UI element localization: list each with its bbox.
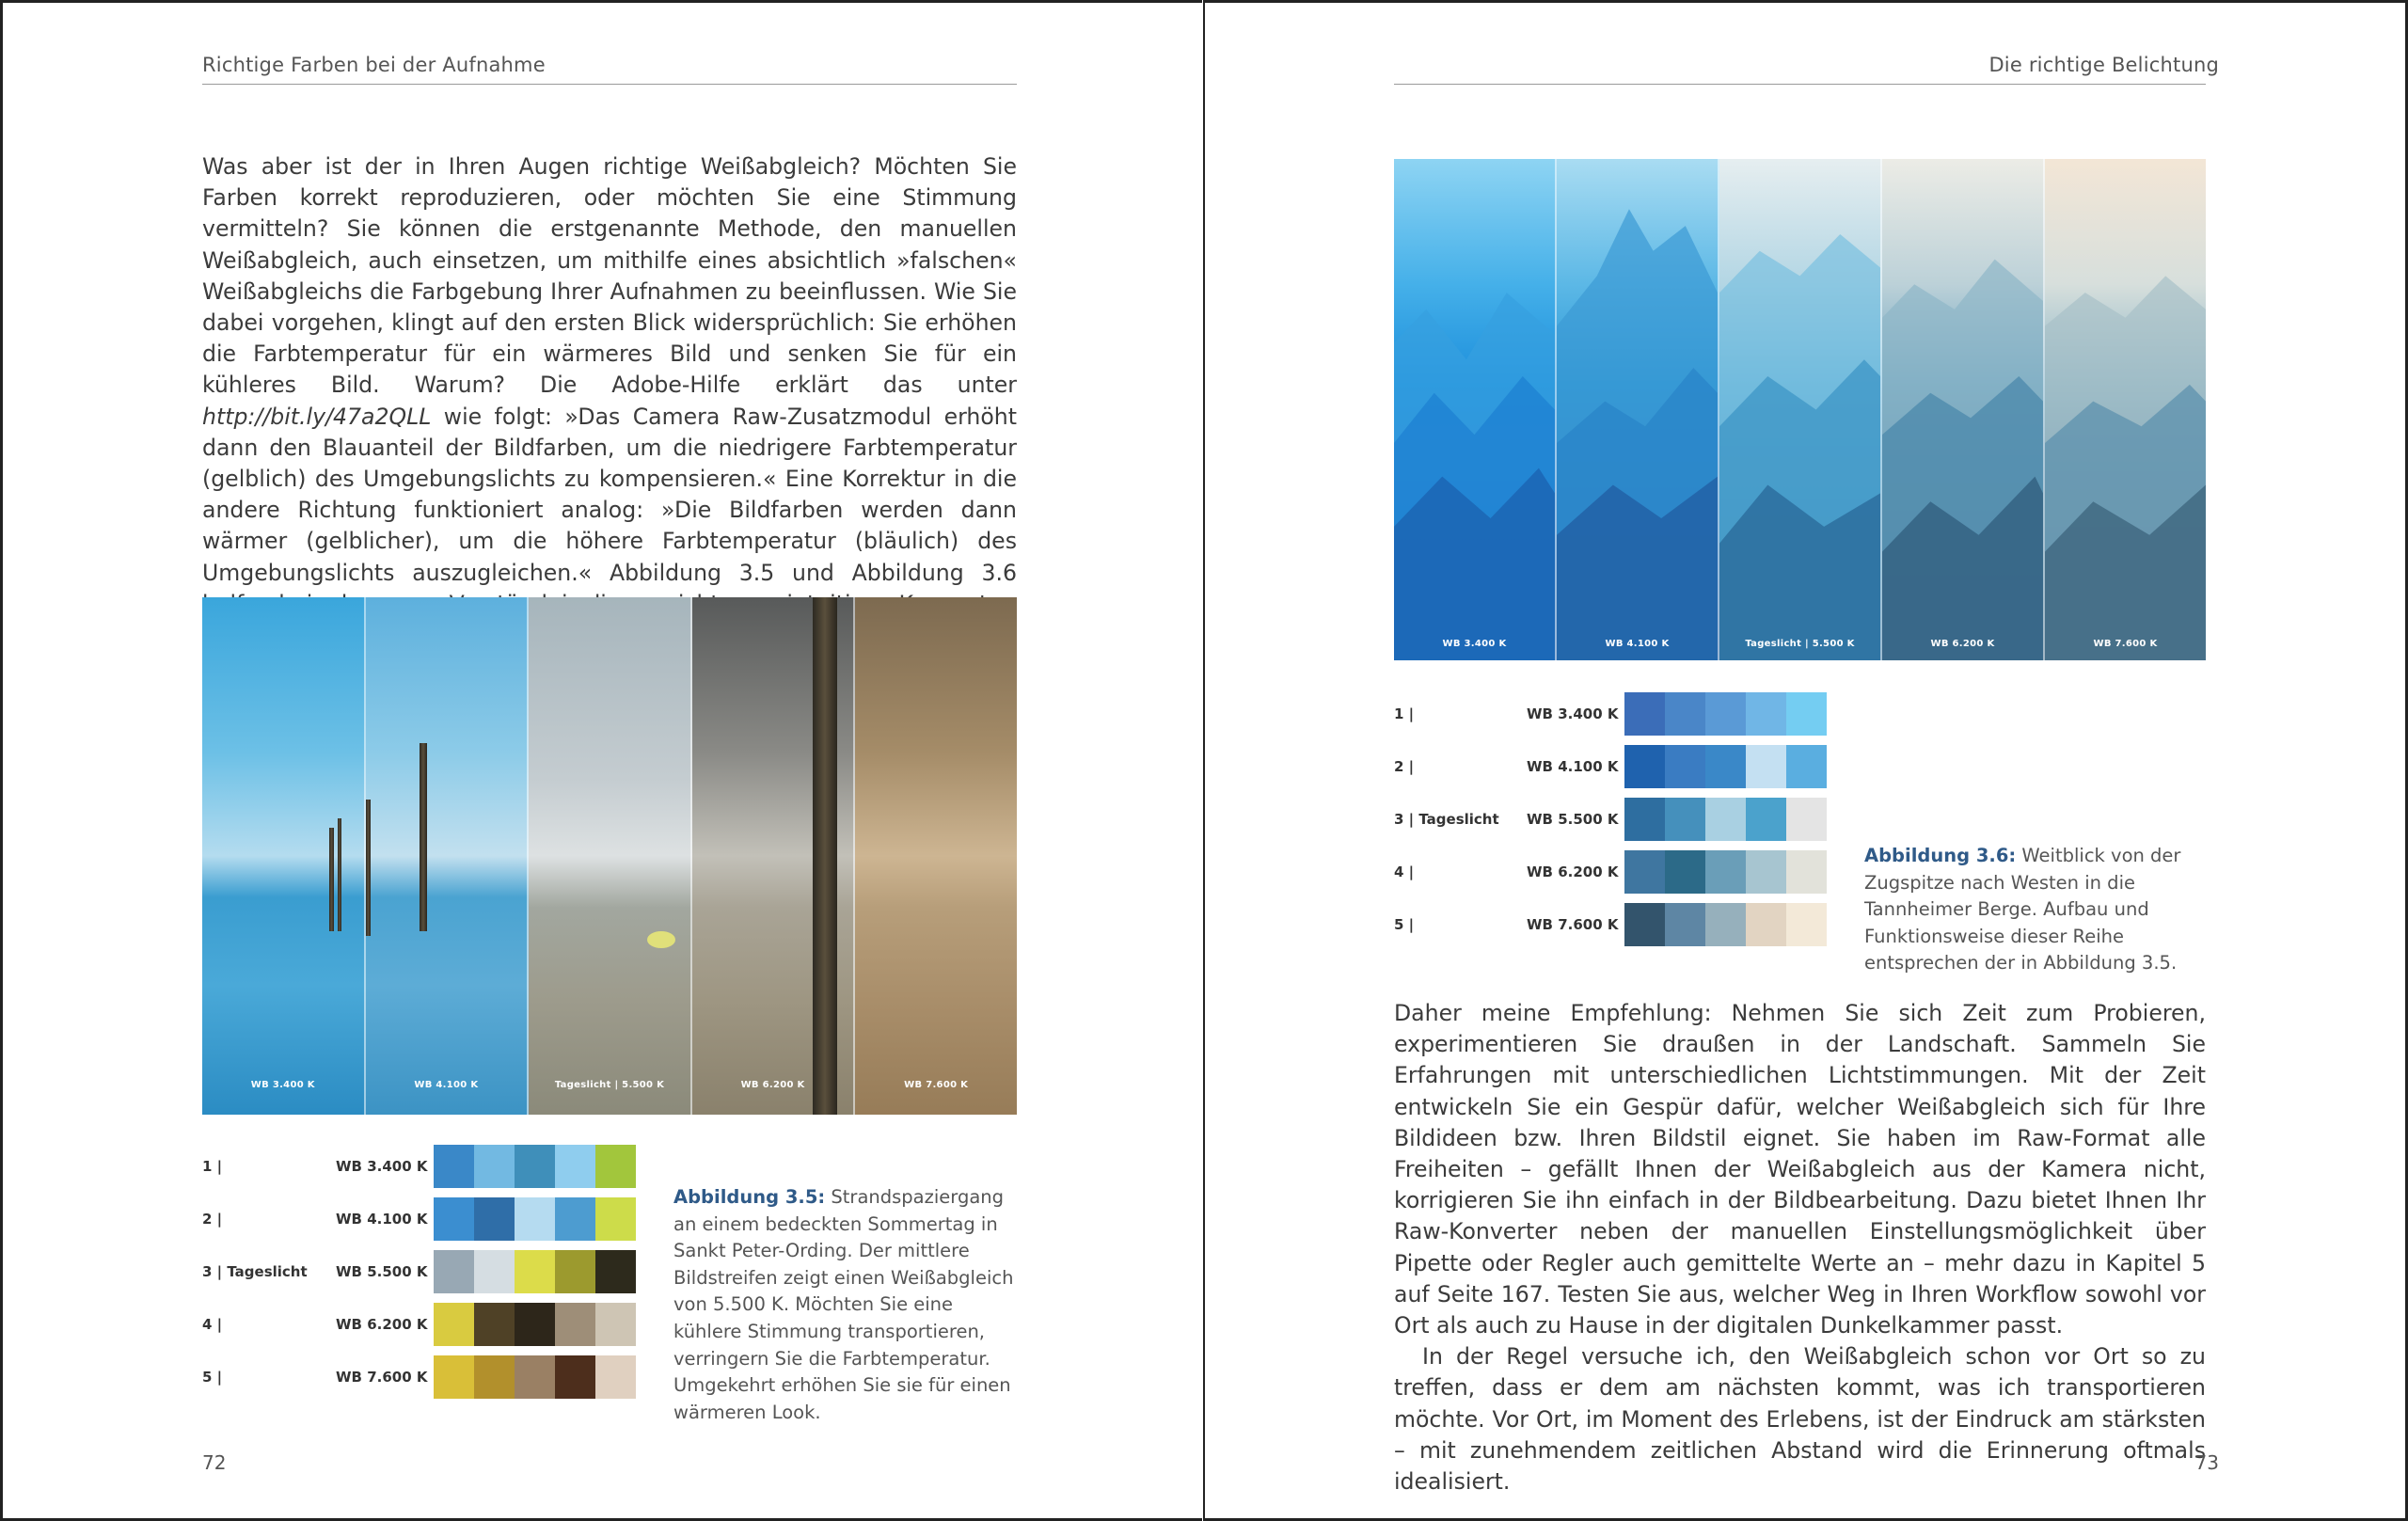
color-swatch [1705,903,1746,946]
mountain-ridges [1719,159,1880,660]
palette-row-wb: WB 5.500 K [336,1263,428,1280]
palette-row-wb: WB 3.400 K [1527,705,1619,722]
color-swatch [1705,798,1746,841]
mountain-ridges [1882,159,2043,660]
color-swatch [515,1197,555,1241]
color-swatch [1665,692,1705,736]
palette-row-wb: WB 3.400 K [336,1158,428,1175]
running-head-right: Die richtige Belichtung [1988,54,2219,76]
palette-row-wb: WB 4.100 K [336,1211,428,1228]
strip-label: WB 4.100 K [414,1080,479,1090]
header-rule-right [1394,84,2206,85]
palette-row-number: 1 | [202,1158,223,1175]
color-swatch [1786,798,1827,841]
palette-row-wb: WB 6.200 K [336,1316,428,1333]
mountain-ridges [1557,159,1718,660]
color-swatch [434,1145,474,1188]
color-swatch [1665,798,1705,841]
color-swatch [1746,850,1786,894]
strip-label: WB 3.400 K [1442,639,1507,649]
body-text-left [202,151,1017,620]
swatch-group [434,1197,636,1241]
color-swatch [1705,692,1746,736]
color-swatch [1624,850,1665,894]
mountain-ridges [2045,159,2206,660]
color-swatch [474,1355,515,1399]
color-swatch [1786,850,1827,894]
palette-3-6 [1394,692,1827,937]
strip-label: WB 3.400 K [250,1080,315,1090]
color-swatch [555,1145,595,1188]
strip-label: WB 7.600 K [904,1080,969,1090]
color-swatch [434,1250,474,1293]
swatch-group [434,1355,636,1399]
pole-graphic [813,597,837,1115]
color-swatch [555,1303,595,1346]
color-swatch [1624,903,1665,946]
image-strip [692,597,856,1115]
palette-row-wb: WB 4.100 K [1527,758,1619,775]
color-swatch [595,1303,636,1346]
color-swatch [555,1197,595,1241]
image-strip [529,597,692,1115]
pole-graphic [420,743,427,931]
color-swatch [1624,745,1665,788]
strip-label: Tageslicht | 5.500 K [554,1080,665,1090]
color-swatch [434,1303,474,1346]
palette-row-number: 2 | [1394,758,1415,775]
swatch-group [434,1250,636,1293]
image-strip [1882,159,2045,660]
paragraph-part: wie folgt: »Das Camera Raw-Zusatzmodul erhöht dann den Blauanteil der Bildfarben, um die niedrigere Farbtemperatur (gelblich) des Umgebungslichts zu kompensieren.« Eine Korrektur in die andere Richtung funktioniert analog: »Die Bildfarben werden dann wärmer (gelblicher), um die höhere Farbtemperatur (bläulich) des Umgebungslichts auszugleichen.« Abbildung 3.5 und Abbildung 3.6 [202,403,1017,586]
color-swatch [595,1355,636,1399]
color-swatch [1786,745,1827,788]
color-swatch [1665,903,1705,946]
pole-graphic [366,800,371,936]
color-swatch [474,1250,515,1293]
swatch-group [434,1145,636,1188]
palette-row-wb: WB 6.200 K [1527,863,1619,880]
image-strip [202,597,366,1115]
color-swatch [515,1145,555,1188]
swatch-group [434,1303,636,1346]
swatch-group [1624,850,1827,894]
color-swatch [1665,745,1705,788]
color-swatch [1665,850,1705,894]
palette-row-number: 3 | Tageslicht [202,1263,308,1280]
color-swatch [515,1303,555,1346]
color-swatch [595,1145,636,1188]
color-swatch [515,1250,555,1293]
palette-row-number: 4 | [1394,863,1415,880]
palette-row-number: 3 | Tageslicht [1394,811,1499,828]
image-strip [2045,159,2206,660]
url-link[interactable]: http://bit.ly/47a2QLL [202,403,432,430]
image-strip [1557,159,1719,660]
color-swatch [1746,798,1786,841]
palette-row-number: 5 | [1394,916,1415,933]
color-swatch [1746,745,1786,788]
image-strip [1719,159,1882,660]
palette-row-number: 4 | [202,1316,223,1333]
pole-graphic [338,818,341,931]
color-swatch [1624,692,1665,736]
running-head-left: Richtige Farben bei der Aufnahme [202,54,546,76]
mountain-ridges [1394,159,1555,660]
caption-text: Strandspaziergang an einem bedeckten Sommertag in Sankt Peter-Ording. Der mittlere Bildstreifen zeigt einen Weißabgleich von 5.500 K. Möchten Sie eine kühlere Stimmung transportieren, verringern Sie die Farbtemperatur. Umgekehrt erhöhen Sie sie für einen wärmeren Look. [673,1186,1014,1423]
color-swatch [474,1145,515,1188]
strip-label: WB 6.200 K [740,1080,805,1090]
image-strip [855,597,1017,1115]
swatch-group [1624,692,1827,736]
color-swatch [1746,692,1786,736]
strip-label: WB 6.200 K [1930,639,1995,649]
palette-row-number: 1 | [1394,705,1415,722]
color-swatch [434,1197,474,1241]
figure-caption-3-5 [673,1184,1017,1426]
body-text-right [1394,998,2206,1497]
palette-row-wb: WB 5.500 K [1527,811,1619,828]
image-strip [366,597,530,1115]
strip-label: Tageslicht | 5.500 K [1745,639,1855,649]
palette-row-wb: WB 7.600 K [336,1369,428,1386]
swatch-group [1624,798,1827,841]
right-page [1203,0,2408,1521]
color-swatch [515,1355,555,1399]
strip-label: WB 7.600 K [2093,639,2158,649]
color-swatch [555,1250,595,1293]
palette-row-number: 2 | [202,1211,223,1228]
figure-3-5-image [202,597,1017,1115]
color-swatch [595,1197,636,1241]
color-swatch [1746,903,1786,946]
paragraph [202,151,1017,620]
palette-row-number: 5 | [202,1369,223,1386]
paragraph: Daher meine Empfehlung: Nehmen Sie sich Zeit zum Probieren, experimentieren Sie draußen in der Landschaft. Sammeln Sie Erfahrungen mit unterschiedlichen Lichtstimmungen. Mit der Zeit entwickeln Sie ein Gespür dafür, welcher Weißabgleich sich für Ihre Bildideen bzw. Ihren Bildstil eignet. Sie haben im Raw-Format alle Freiheiten – gefällt Ihnen der Weißabgleich aus der Kamera nicht, korrigieren Sie ihn einfach in der Bildbearbeitung. Dazu bietet Ihnen Ihr Raw-Konverter neben der manuellen Einstellungsmöglichkeit über Pipette oder Regler auch gemittelte Werte an – mehr dazu in Kapitel 5 auf Seite 167. Testen Sie aus, welcher Weg in Ihren Workflow sowohl vor Ort als auch zu Hause in der digitalen Dunkelkammer passt. [1394,1000,2206,1339]
swatch-group [1624,745,1827,788]
strip-label: WB 4.100 K [1605,639,1670,649]
color-swatch [595,1250,636,1293]
pole-graphic [329,828,334,931]
figure-3-6-image [1394,159,2206,660]
buoy-graphic [647,931,675,948]
color-swatch [555,1355,595,1399]
caption-title: Abbildung 3.5: [673,1186,826,1208]
caption-title: Abbildung 3.6: [1864,845,2017,866]
paragraph: In der Regel versuche ich, den Weißabgleich schon vor Ort so zu treffen, dass er dem am nächsten kommt, was ich transportieren möchte. Vor Ort, im Moment des Erlebens, ist der Eindruck am stärksten – mit zunehmendem zeitlichen Abstand wird die Erinnerung oftmals idealisiert. [1394,1343,2206,1496]
color-swatch [434,1355,474,1399]
color-swatch [474,1197,515,1241]
color-swatch [1786,903,1827,946]
color-swatch [474,1303,515,1346]
palette-3-5 [202,1145,635,1389]
palette-row-wb: WB 7.600 K [1527,916,1619,933]
page-number-right: 73 [2194,1451,2219,1474]
color-swatch [1705,745,1746,788]
color-swatch [1705,850,1746,894]
image-strip [1394,159,1557,660]
color-swatch [1786,692,1827,736]
caption-text: Weitblick von der Zugspitze nach Westen in die Tannheimer Berge. Aufbau und Funktionsweise dieser Reihe entsprechen der in Abbildung 3.5. [1864,845,2181,974]
page-number-left: 72 [202,1451,227,1474]
paragraph-part: Was aber ist der in Ihren Augen richtige Weißabgleich? Möchten Sie Farben korrekt reproduzieren, oder möchten Sie eine Stimmung vermitteln? Sie können die erstgenannte Methode, den manuellen Weißabgleich, auch einsetzen, um mithilfe eines absichtlich »falschen« Weißabgleichs die Farbgebung Ihrer Aufnahmen zu beeinflussen. Wie Sie dabei vorgehen, klingt auf den ersten Blick widersprüchlich: Sie erhöhen die Farbtemperatur für ein wärmeres Bild und senken Sie für ein kühleres Bild. Warum? Die Adobe-Hilfe erklärt das unter [202,153,1017,399]
header-rule-left [202,84,1017,85]
left-page [0,0,1202,1521]
color-swatch [1624,798,1665,841]
figure-caption-3-6 [1864,843,2212,977]
swatch-group [1624,903,1827,946]
